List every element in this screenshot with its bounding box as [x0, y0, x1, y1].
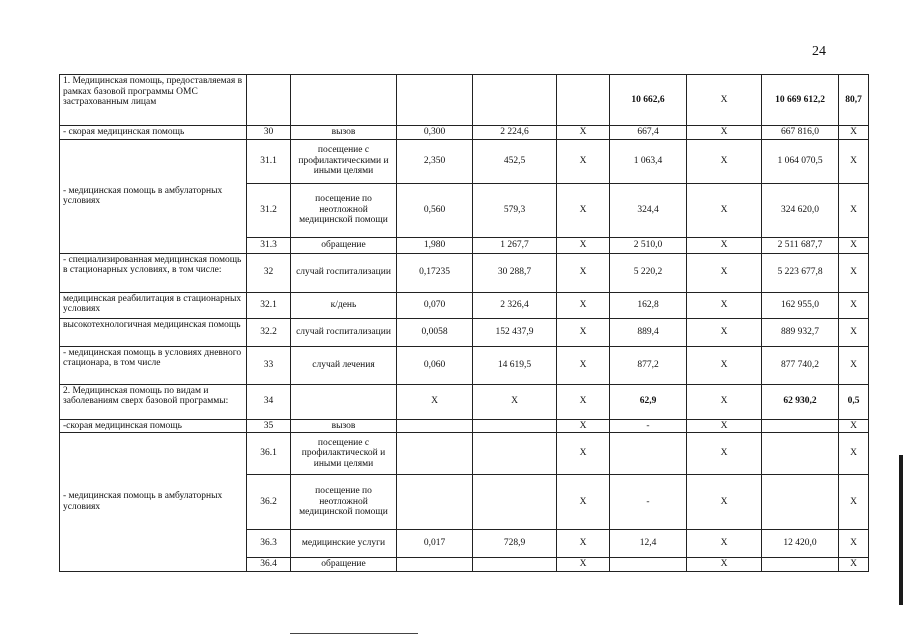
budget-cell: Х	[557, 292, 610, 318]
table-row	[60, 433, 869, 475]
volume-cell: 0,300	[397, 126, 473, 140]
oms-cost-cell: 877,2	[610, 346, 687, 384]
unit-cell: случай госпитализации	[291, 318, 397, 346]
oms-cost-cell: 162,8	[610, 292, 687, 318]
table-row	[60, 139, 869, 183]
oms-cost-cell: 324,4	[610, 183, 687, 237]
table-row	[60, 75, 869, 126]
oms-total-cell	[762, 419, 839, 433]
row-label: - медицинская помощь в условиях дневного стационара, в том числе	[60, 346, 247, 384]
budget-cell: Х	[557, 419, 610, 433]
volume-cell: 0,560	[397, 183, 473, 237]
row-number: 32.1	[247, 292, 291, 318]
budget-total-cell: Х	[687, 318, 762, 346]
oms-cost-cell	[610, 558, 687, 572]
cost-cell: 14 619,5	[473, 346, 557, 384]
row-label: - медицинская помощь в амбулаторных условиях	[60, 139, 247, 253]
budget-cell: Х	[557, 346, 610, 384]
volume-cell	[397, 475, 473, 530]
unit-cell: вызов	[291, 126, 397, 140]
oms-cost-cell: 889,4	[610, 318, 687, 346]
oms-total-cell: 667 816,0	[762, 126, 839, 140]
table-row	[60, 253, 869, 292]
cost-cell: 152 437,9	[473, 318, 557, 346]
volume-cell	[397, 558, 473, 572]
oms-total-cell: 5 223 677,8	[762, 253, 839, 292]
cost-cell: 579,3	[473, 183, 557, 237]
volume-cell	[397, 419, 473, 433]
oms-cost-cell: 62,9	[610, 384, 687, 419]
cost-cell: 30 288,7	[473, 253, 557, 292]
cost-cell	[473, 419, 557, 433]
budget-total-cell: Х	[687, 530, 762, 558]
unit-cell	[291, 384, 397, 419]
budget-total-cell: Х	[687, 139, 762, 183]
oms-total-cell	[762, 433, 839, 475]
cost-cell: 2 326,4	[473, 292, 557, 318]
budget-cell: Х	[557, 139, 610, 183]
bottom-rule	[290, 633, 418, 634]
budget-total-cell: Х	[687, 237, 762, 253]
cost-cell: 2 224,6	[473, 126, 557, 140]
percent-cell: Х	[839, 419, 869, 433]
budget-cell: Х	[557, 433, 610, 475]
oms-cost-cell: 5 220,2	[610, 253, 687, 292]
oms-cost-cell: 12,4	[610, 530, 687, 558]
cost-cell: 1 267,7	[473, 237, 557, 253]
unit-cell: посещение с профилактическими и иными целями	[291, 139, 397, 183]
row-number	[247, 75, 291, 126]
row-label: - скорая медицинская помощь	[60, 126, 247, 140]
budget-total-cell: Х	[687, 433, 762, 475]
volume-cell	[397, 433, 473, 475]
budget-total-cell: Х	[687, 292, 762, 318]
row-label: - медицинская помощь в амбулаторных условиях	[60, 433, 247, 572]
oms-cost-cell: 2 510,0	[610, 237, 687, 253]
table-row	[60, 292, 869, 318]
cost-cell	[473, 558, 557, 572]
budget-total-cell: Х	[687, 75, 762, 126]
table-row	[60, 384, 869, 419]
oms-cost-cell: -	[610, 475, 687, 530]
budget-cell: Х	[557, 558, 610, 572]
unit-cell: посещение по неотложной медицинской помощи	[291, 183, 397, 237]
row-number: 30	[247, 126, 291, 140]
unit-cell: вызов	[291, 419, 397, 433]
percent-cell: Х	[839, 292, 869, 318]
row-number: 32	[247, 253, 291, 292]
volume-cell: 0,17235	[397, 253, 473, 292]
unit-cell: случай лечения	[291, 346, 397, 384]
budget-total-cell: Х	[687, 253, 762, 292]
row-number: 31.2	[247, 183, 291, 237]
percent-cell: Х	[839, 237, 869, 253]
unit-cell: к/день	[291, 292, 397, 318]
budget-cell: Х	[557, 237, 610, 253]
unit-cell	[291, 75, 397, 126]
row-label: 1. Медицинская помощь, предоставляемая в рамках базовой программы ОМС застрахованным лицам	[60, 75, 247, 126]
volume-cell: 0,017	[397, 530, 473, 558]
percent-cell: Х	[839, 475, 869, 530]
cost-cell	[473, 433, 557, 475]
oms-total-cell: 2 511 687,7	[762, 237, 839, 253]
row-number: 32.2	[247, 318, 291, 346]
row-number: 33	[247, 346, 291, 384]
unit-cell: посещение по неотложной медицинской помощи	[291, 475, 397, 530]
budget-cell: Х	[557, 530, 610, 558]
unit-cell: случай госпитализации	[291, 253, 397, 292]
oms-total-cell: 62 930,2	[762, 384, 839, 419]
row-number: 34	[247, 384, 291, 419]
volume-cell: 2,350	[397, 139, 473, 183]
budget-total-cell: Х	[687, 346, 762, 384]
volume-cell	[397, 75, 473, 126]
row-number: 36.1	[247, 433, 291, 475]
cost-cell: 452,5	[473, 139, 557, 183]
percent-cell: Х	[839, 433, 869, 475]
budget-cell: Х	[557, 183, 610, 237]
row-number: 36.4	[247, 558, 291, 572]
row-label: медицинская реабилитация в стационарных условиях	[60, 292, 247, 318]
volume-cell: 0,0058	[397, 318, 473, 346]
unit-cell: медицинские услуги	[291, 530, 397, 558]
budget-cell: Х	[557, 318, 610, 346]
oms-cost-cell: 1 063,4	[610, 139, 687, 183]
budget-total-cell: Х	[687, 558, 762, 572]
row-number: 31.1	[247, 139, 291, 183]
oms-total-cell: 889 932,7	[762, 318, 839, 346]
page-number: 24	[812, 44, 826, 59]
table-row	[60, 346, 869, 384]
tariff-table	[59, 74, 869, 572]
cost-cell: Х	[473, 384, 557, 419]
percent-cell: 80,7	[839, 75, 869, 126]
cost-cell	[473, 75, 557, 126]
percent-cell: Х	[839, 530, 869, 558]
unit-cell: обращение	[291, 237, 397, 253]
volume-cell: 1,980	[397, 237, 473, 253]
budget-total-cell: Х	[687, 384, 762, 419]
percent-cell: Х	[839, 183, 869, 237]
row-number: 35	[247, 419, 291, 433]
percent-cell: Х	[839, 139, 869, 183]
oms-total-cell: 324 620,0	[762, 183, 839, 237]
budget-total-cell: Х	[687, 419, 762, 433]
unit-cell: обращение	[291, 558, 397, 572]
volume-cell: Х	[397, 384, 473, 419]
oms-total-cell: 10 669 612,2	[762, 75, 839, 126]
oms-total-cell: 1 064 070,5	[762, 139, 839, 183]
percent-cell: Х	[839, 318, 869, 346]
percent-cell: Х	[839, 558, 869, 572]
table-row	[60, 419, 869, 433]
unit-cell: посещение с профилактической и иными целями	[291, 433, 397, 475]
budget-cell	[557, 75, 610, 126]
budget-cell: Х	[557, 384, 610, 419]
oms-cost-cell: 10 662,6	[610, 75, 687, 126]
row-label: -скорая медицинская помощь	[60, 419, 247, 433]
budget-total-cell: Х	[687, 475, 762, 530]
oms-cost-cell: -	[610, 419, 687, 433]
oms-total-cell: 12 420,0	[762, 530, 839, 558]
volume-cell: 0,060	[397, 346, 473, 384]
budget-total-cell: Х	[687, 126, 762, 140]
row-number: 36.2	[247, 475, 291, 530]
oms-cost-cell: 667,4	[610, 126, 687, 140]
percent-cell: Х	[839, 126, 869, 140]
budget-cell: Х	[557, 126, 610, 140]
budget-total-cell: Х	[687, 183, 762, 237]
volume-cell: 0,070	[397, 292, 473, 318]
oms-total-cell	[762, 558, 839, 572]
budget-cell: Х	[557, 253, 610, 292]
row-label: - специализированная медицинская помощь в стационарных условиях, в том числе:	[60, 253, 247, 292]
percent-cell: Х	[839, 346, 869, 384]
table-row	[60, 318, 869, 346]
oms-total-cell: 877 740,2	[762, 346, 839, 384]
cost-cell	[473, 475, 557, 530]
cost-cell: 728,9	[473, 530, 557, 558]
row-label: 2. Медицинская помощь по видам и заболеваниям сверх базовой программы:	[60, 384, 247, 419]
oms-cost-cell	[610, 433, 687, 475]
budget-cell: Х	[557, 475, 610, 530]
oms-total-cell	[762, 475, 839, 530]
row-label: высокотехнологичная медицинская помощь	[60, 318, 247, 346]
row-number: 31.3	[247, 237, 291, 253]
row-number: 36.3	[247, 530, 291, 558]
table-row	[60, 126, 869, 140]
oms-total-cell: 162 955,0	[762, 292, 839, 318]
scan-edge	[899, 455, 903, 605]
percent-cell: 0,5	[839, 384, 869, 419]
percent-cell: Х	[839, 253, 869, 292]
